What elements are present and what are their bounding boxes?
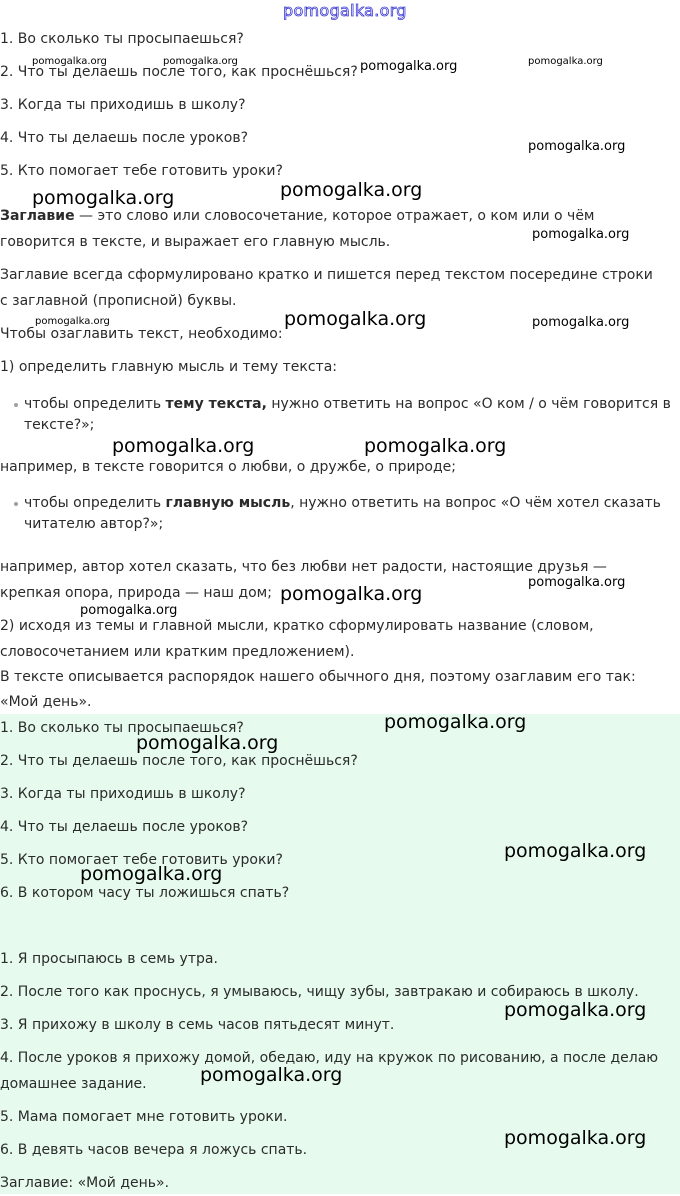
bullet-1-bold: тему текста, bbox=[165, 396, 267, 412]
bullet-2-bold: главную мысль bbox=[165, 495, 291, 511]
example-2-line-2: крепкая опора, природа — наш дом; bbox=[0, 585, 272, 601]
watermark: pomogalka.org bbox=[32, 56, 107, 67]
watermark: pomogalka.org bbox=[80, 863, 223, 885]
question-2: 2. Что ты делаешь после того, как проснёшься? bbox=[0, 64, 358, 80]
answer-question-2: 2. Что ты делаешь после того, как проснёшься? bbox=[0, 753, 358, 769]
watermark: pomogalka.org bbox=[360, 59, 458, 74]
step-2-line-2: словосочетанием или кратким предложением). bbox=[0, 644, 355, 660]
watermark: pomogalka.org bbox=[35, 316, 110, 327]
step-1: 1) определить главную мысль и тему текста: bbox=[0, 359, 337, 375]
watermark: pomogalka.org bbox=[163, 56, 238, 67]
watermark: pomogalka.org bbox=[528, 139, 626, 154]
bullet-1-post: нужно ответить на вопрос «О ком / о чём говорится в bbox=[266, 396, 671, 412]
answer-1: 1. Я просыпаюсь в семь утра. bbox=[0, 951, 218, 967]
answer-2: 2. После того как проснусь, я умываюсь, чищу зубы, завтракаю и собираюсь в школу. bbox=[0, 984, 639, 1000]
question-3: 3. Когда ты приходишь в школу? bbox=[0, 97, 246, 113]
watermark: pomogalka.org bbox=[528, 56, 603, 67]
watermark: pomogalka.org bbox=[532, 315, 630, 330]
definition-term: Заглавие bbox=[0, 208, 75, 224]
rule-line-2: с заглавной (прописной) буквы. bbox=[0, 293, 237, 309]
bullet-2-line-2: читателю автор?»; bbox=[24, 516, 164, 532]
watermark: pomogalka.org bbox=[504, 840, 647, 862]
answer-question-1: 1. Во сколько ты просыпаешься? bbox=[0, 720, 244, 736]
bullet-1-pre: чтобы определить bbox=[24, 396, 166, 412]
watermark: pomogalka.org bbox=[284, 308, 427, 330]
watermark: pomogalka.org bbox=[532, 227, 630, 242]
watermark: pomogalka.org bbox=[80, 603, 178, 618]
question-1: 1. Во сколько ты просыпаешься? bbox=[0, 31, 244, 47]
answer-title: Заглавие: «Мой день». bbox=[0, 1175, 170, 1191]
conclusion-line-1: В тексте описывается распорядок нашего обычного дня, поэтому озаглавим его так: bbox=[0, 669, 636, 685]
question-5: 5. Кто помогает тебе готовить уроки? bbox=[0, 163, 283, 179]
watermark: pomogalka.org bbox=[112, 435, 255, 457]
answer-4-line-2: домашнее задание. bbox=[0, 1076, 147, 1092]
answer-3: 3. Я прихожу в школу в семь часов пятьдесят минут. bbox=[0, 1017, 395, 1033]
site-logo-watermark[interactable]: pomogalka.org bbox=[283, 1, 407, 20]
watermark: pomogalka.org bbox=[528, 575, 626, 590]
answer-question-6: 6. В котором часу ты ложишься спать? bbox=[0, 885, 290, 901]
watermark: pomogalka.org bbox=[280, 583, 423, 605]
watermark: pomogalka.org bbox=[32, 187, 175, 209]
answer-question-3: 3. Когда ты приходишь в школу? bbox=[0, 786, 246, 802]
watermark: pomogalka.org bbox=[364, 435, 507, 457]
answer-6: 6. В девять часов вечера я ложусь спать. bbox=[0, 1142, 308, 1158]
watermark: pomogalka.org bbox=[200, 1064, 343, 1086]
bullet-1-line-1 bbox=[24, 392, 671, 417]
bullet-dot-icon bbox=[14, 502, 18, 506]
how-to-heading: Чтобы озаглавить текст, необходимо: bbox=[0, 326, 283, 342]
watermark: pomogalka.org bbox=[136, 732, 279, 754]
step-2-line-1: 2) исходя из темы и главной мысли, кратко сформулировать название (словом, bbox=[0, 618, 594, 634]
watermark: pomogalka.org bbox=[384, 711, 527, 733]
question-4: 4. Что ты делаешь после уроков? bbox=[0, 130, 249, 146]
bullet-2-pre: чтобы определить bbox=[24, 495, 166, 511]
conclusion-line-2: «Мой день». bbox=[0, 694, 92, 710]
answer-5: 5. Мама помогает мне готовить уроки. bbox=[0, 1109, 288, 1125]
watermark: pomogalka.org bbox=[504, 999, 647, 1021]
example-2-line-1: например, автор хотел сказать, что без любви нет радости, настоящие друзья — bbox=[0, 559, 607, 575]
watermark: pomogalka.org bbox=[504, 1127, 647, 1149]
example-1: например, в тексте говорится о любви, о дружбе, о природе; bbox=[0, 459, 456, 475]
bullet-2-post: , нужно ответить на вопрос «О чём хотел сказать bbox=[290, 495, 661, 511]
answer-4-line-1: 4. После уроков я прихожу домой, обедаю, иду на кружок по рисованию, а после делаю bbox=[0, 1050, 659, 1066]
watermark: pomogalka.org bbox=[280, 179, 423, 201]
rule-line-1: Заглавие всегда сформулировано кратко и пишется перед текстом посередине строки bbox=[0, 267, 653, 283]
definition-line-2: говорится в тексте, и выражает его главную мысль. bbox=[0, 234, 391, 250]
bullet-1-line-2: тексте?»; bbox=[24, 417, 95, 433]
answer-question-5: 5. Кто помогает тебе готовить уроки? bbox=[0, 852, 283, 868]
definition-text: — это слово или словосочетание, которое отражает, о ком или о чём bbox=[74, 208, 595, 224]
answer-question-4: 4. Что ты делаешь после уроков? bbox=[0, 819, 249, 835]
bullet-dot-icon bbox=[14, 403, 18, 407]
